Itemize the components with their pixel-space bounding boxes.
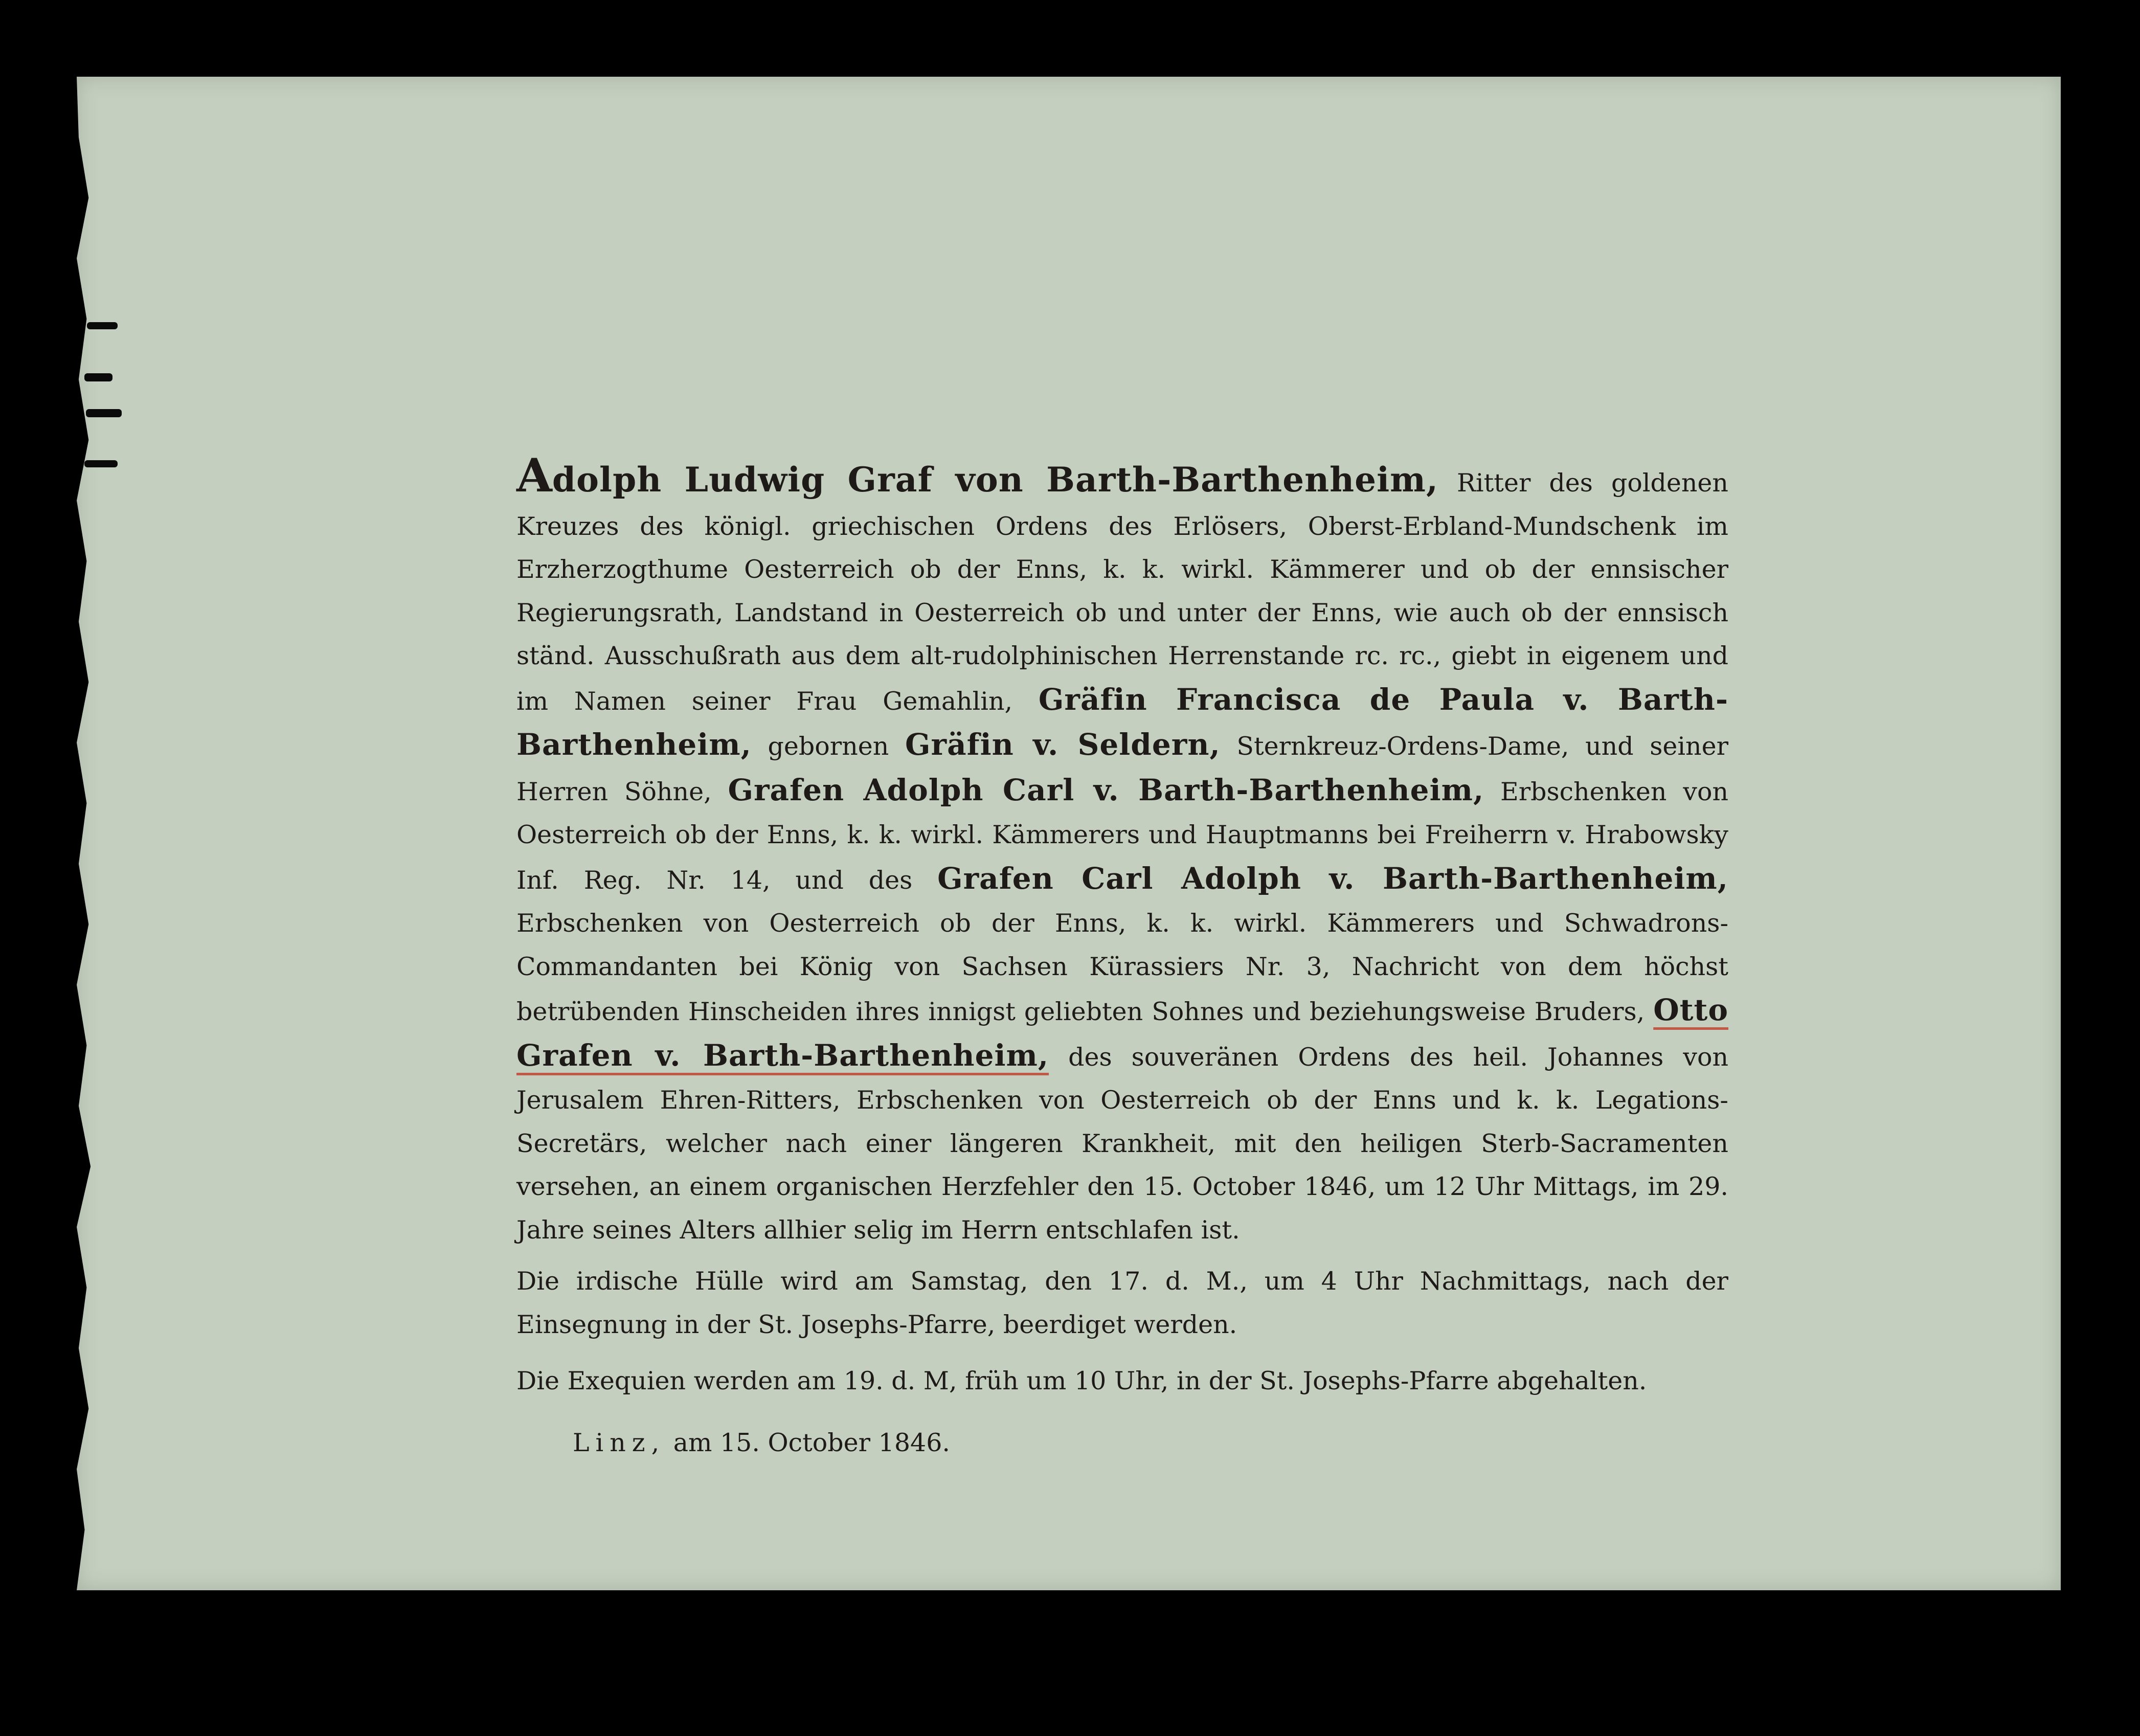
exequies-paragraph: Die Exequien werden am 19. d. M, früh um 10 Uhr, in der St. Josephs-Pfarre abgehalten. [516,1366,1647,1395]
paragraph-text: des souveränen Ordens des heil. Johannes von Jerusalem Ehren-Ritters, Erbschenken von Oesterreich ob der Enns und k. k. Legations-Secretärs, welcher nach einer längeren Krankheit, mit den heiligen Sterb-Sacramenten versehen, an einem organischen Herzfehler den 15. October 1846, um 12 Uhr Mittags, im 29. Jahre seines Alters allhier selig im Herrn entschlafen ist. [516,1042,1728,1245]
main-paragraph [378,448,1729,1252]
deceased-name: Otto Grafen v. Barth-Barthenheim, [516,993,1729,1073]
paragraph-text: Erbschenken von Oesterreich ob der Enns, k. k. wirkl. Kämmerers und Schwadrons-Commandanten bei König von Sachsen Kürassiers Nr. 3, Nachricht von dem höchst betrübenden Hinscheiden ihres innigst geliebten Sohnes und beziehungsweise Bruders, [516,909,1728,1026]
title-initial: A [516,448,552,503]
mother-name: Gräfin Francisca de Paula v. Barth-Barthenheim, [516,682,1729,762]
binding-mark [84,460,118,467]
funeral-paragraph: Die irdische Hülle wird am Samstag, den 17. d. M., um 4 Uhr Nachmittags, nach der Einsegnung in der St. Josephs-Pfarre, beerdiget werden. [516,1267,1728,1339]
paragraph-text: Ritter des goldenen Kreuzes des königl. griechischen Ordens des Erlösers, Oberst-Erbland-Mundschenk im Erzherzogthume Oesterreich ob der Enns, k. k. wirkl. Kämmerer und ob der ennsischer Regierungsrath, Landstand in Oesterreich ob und unter der Enns, wie auch ob der ennsisch ständ. Ausschußrath aus dem alt-rudolphinischen Herrenstande rc. rc., giebt in eigenem und im Namen seiner Frau Gemahlin, [516,468,1728,716]
son-name: Grafen Adolph Carl v. Barth-Barthenheim, [728,772,1484,807]
mother-maiden-name: Gräfin v. Seldern, [905,727,1221,762]
death-notice [378,448,1729,1464]
paragraph-text: gebornen [768,732,889,761]
son-name: Grafen Carl Adolph v. Barth-Barthenheim, [937,861,1728,896]
place: Linz, [573,1428,666,1457]
binding-mark [84,373,112,381]
binding-mark [87,322,118,329]
place-date-line [378,1422,1728,1465]
paragraph-text: Sternkreuz-Ordens-Dame, und seiner Herren Söhne, [516,732,1729,806]
binding-mark [86,409,122,417]
date: am 15. October 1846. [673,1428,950,1457]
father-name: dolph Ludwig Graf von Barth-Barthenheim, [552,460,1438,500]
paragraph-text: Erbschenken von Oesterreich ob der Enns, k. k. wirkl. Kämmerers und Hauptmanns bei Freiherrn v. Hrabowsky Inf. Reg. Nr. 14, und des [516,777,1729,895]
